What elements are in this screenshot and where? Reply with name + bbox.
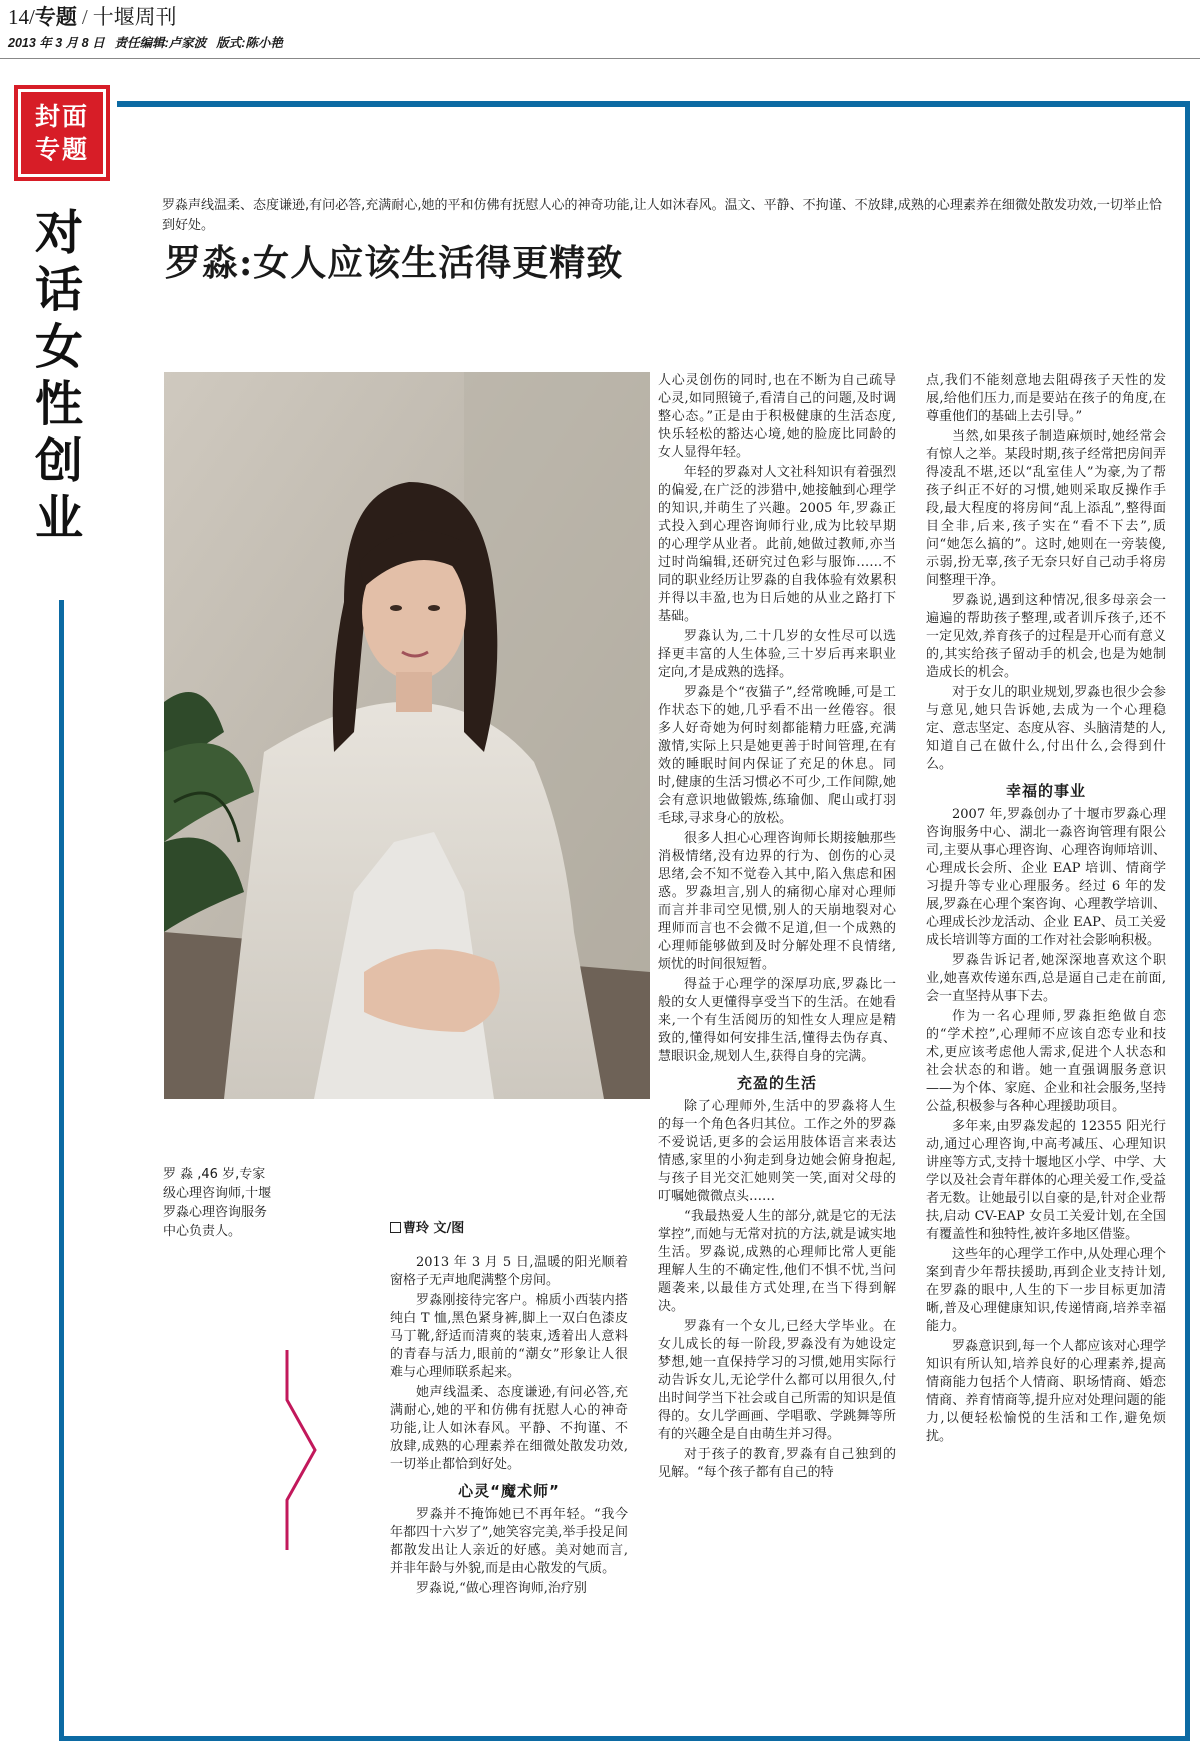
cover-topic-stamp — [14, 85, 110, 181]
article-paragraph: 罗淼说,“做心理咨询师,治疗别 — [416, 1581, 587, 1596]
article-paragraph: 罗淼说,遇到这种情况,很多母亲会一遍遍的帮助孩子整理,或者训斥孩子,还不一定见效,养育孩子的过程是开心而有意义的,其实给孩子留动手的机会,也是为她制造成长的机会。 — [926, 593, 1166, 680]
article-paragraph: 罗淼刚接待完客户。棉质小西装内搭纯白 T 恤,黑色紧身裤,脚上一双白色漆皮马丁靴,舒适而清爽的装束,透着出人意料的青春与活力,眼前的“潮女”形象让人很难与心理师联系起来。 — [390, 1293, 628, 1380]
article-paragraph: 当然,如果孩子制造麻烦时,她经常会有惊人之举。某段时期,孩子经常把房间弄得凌乱不堪,还以“乱室佳人”为豪,为了帮孩子纠正不好的习惯,她则采取反操作手段,最大程度的将房间“乱上添乱”,整得面目全非,后来,孩子实在“看不下去”,质问“她怎么搞的”。这时,她则在一旁装傻,示弱,扮无辜,孩子无奈只好自己动手将房间整理干净。 — [926, 429, 1166, 588]
article-paragraph: 对于孩子的教育,罗淼有自己独到的见解。“每个孩子都有自己的特 — [658, 1447, 896, 1480]
lead-paragraph: 罗淼声线温柔、态度谦逊,有问必答,充满耐心,她的平和仿佛有抚慰人心的神奇功能,让人如沐春风。温文、平静、不拘谨、不放肆,成熟的心理素养在细微处散发功效,一切举止恰到好处。 — [162, 198, 1162, 233]
vertical-title-char: 女 — [34, 319, 83, 375]
article-paragraph: 点,我们不能刻意地去阻碍孩子天性的发展,给他们压力,而是要站在孩子的角度,在尊重他们的基础上去引导。” — [926, 373, 1166, 424]
header-rule — [0, 58, 1200, 59]
article-paragraph: 罗淼是个“夜猫子”,经常晚睡,可是工作状态下的她,几乎看不出一丝倦容。很多人好奇她为何时刻都能精力旺盛,充满激情,实际上只是她更善于时间管理,在有效的睡眠时间内保证了充足的休息。同时,健康的生活习惯必不可少,工作间隙,她会有意识地做锻炼,练瑜伽、爬山或打羽毛球,寻求身心的放松。 — [658, 685, 896, 826]
article-paragraph: “我最热爱人生的部分,就是它的无法掌控”,而她与无常对抗的方法,就是诚实地生活。罗淼说,成熟的心理师比常人更能理解人生的不确定性,他们不惧不忧,当问题袭来,以最佳方式处理,在当下得到解决。 — [658, 1209, 896, 1314]
section-heading: 心灵“魔术师” — [458, 1482, 560, 1500]
portrait-photo — [164, 372, 650, 1099]
article-column-1 — [390, 1220, 628, 1600]
article-paragraph: 罗淼并不掩饰她已不再年轻。“我今年都四十六岁了”,她笑容完美,举手投足间都散发出让人亲近的好感。美对她而言,并非年龄与外貌,而是由心散发的气质。 — [390, 1507, 628, 1576]
vertical-title-char: 创 — [34, 433, 83, 489]
issue-date: 2013 年 3 月 8 日 — [8, 36, 105, 50]
vertical-title-char: 话 — [34, 262, 83, 318]
article-paragraph: 多年来,由罗淼发起的 12355 阳光行动,通过心理咨询,中高考减压、心理知识讲座等方式,支持十堰地区小学、中学、大学以及社会青年群体的心理关爱工作,受益者无数。让她最引以自豪的是,针对企业帮扶,启动 CV-EAP 女员工关爱计划,在全国有覆盖性和独特性,被许多地区借鉴。 — [926, 1119, 1166, 1242]
article-paragraph: 作为一名心理师,罗淼拒绝做自恋的“学术控”,心理师不应该自恋专业和技术,更应该考虑他人需求,促进个人状态和社会状态的和谐。她一直强调服务意识——为个体、家庭、企业和社会服务,坚持公益,积极参与各种心理援助项目。 — [926, 1009, 1166, 1114]
zigzag-decoration — [285, 1350, 321, 1550]
article-paragraph: 2013 年 3 月 5 日,温暖的阳光顺着窗格子无声地爬满整个房间。 — [390, 1255, 628, 1288]
article-paragraph: 人心灵创伤的同时,也在不断为自己疏导心灵,如同照镜子,看清自己的问题,及时调整心态。”正是由于积极健康的生活态度,快乐轻松的豁达心境,她的脸庞比同龄的女人显得年轻。 — [658, 373, 896, 460]
layout-credit: 版式:陈小艳 — [216, 36, 283, 50]
article-paragraph: 罗淼意识到,每一个人都应该对心理学知识有所认知,培养良好的心理素养,提高情商能力包括个人情商、职场情商、婚恋情商、养育情商等,提升应对处理问题的能力,以便轻松愉悦的生活和工作,避免烦扰。 — [926, 1339, 1166, 1444]
article-paragraph: 除了心理师外,生活中的罗淼将人生的每一个角色各归其位。工作之外的罗淼不爱说话,更多的会运用肢体语言来表达情感,家里的小狗走到身边她会俯身抱起,与孩子目光交汇她则笑一笑,面对父母的叮嘱她微微点头…… — [658, 1099, 896, 1204]
vertical-column-title — [28, 205, 90, 547]
frame-bottom-bar — [59, 1736, 1190, 1741]
stamp-line-1: 封面 — [34, 102, 89, 131]
article-paragraph: 罗淼告诉记者,她深深地喜欢这个职业,她喜欢传递东西,总是逼自己走在前面,会一直坚持从事下去。 — [926, 953, 1166, 1004]
publication-name: 十堰周刊 — [92, 5, 177, 29]
article-paragraph: 罗淼有一个女儿,已经大学毕业。在女儿成长的每一阶段,罗淼没有为她设定梦想,她一直保持学习的习惯,她用实际行动告诉女儿,无论学什么都可以用很久,付出时间学当下社会或自己所需的知识是值得的。女儿学画画、学唱歌、学跳舞等所有的兴趣全是自由萌生并习得。 — [658, 1319, 896, 1442]
stamp-line-2: 专题 — [34, 135, 89, 164]
edit-line — [8, 33, 293, 51]
article-column-2 — [658, 372, 896, 1484]
frame-left-bar — [59, 600, 64, 1741]
masthead-separator: / — [81, 5, 88, 29]
article-paragraph: 这些年的心理学工作中,从处理心理个案到青少年帮扶援助,再到企业支持计划,在罗淼的眼中,人生的下一步目标更加清晰,普及心理健康知识,传递情商,培养幸福能力。 — [926, 1247, 1166, 1334]
byline-text: 曹玲 文/图 — [403, 1221, 465, 1236]
article-paragraph: 得益于心理学的深厚功底,罗淼比一般的女人更懂得享受当下的生活。在她看来,一个有生活阅历的知性女人理应是精致的,懂得如何安排生活,懂得去伪存真、慧眼识金,规划人生,获得自身的完满。 — [658, 977, 896, 1064]
section-name: 专题 — [34, 5, 77, 29]
vertical-title-char: 业 — [34, 490, 83, 546]
page-number: 14/ — [8, 5, 35, 29]
frame-top-bar — [117, 101, 1190, 107]
article-paragraph: 很多人担心心理咨询师长期接触那些消极情绪,没有边界的行为、创伤的心灵思绪,会不知不觉卷入其中,陷入焦虑和困惑。罗淼坦言,别人的痛彻心扉对心理师而言并非司空见惯,别人的天崩地裂对心理师而言也不会微不足道,但一个成熟的心理师能够做到及时分解处理不良情绪,烦忧的时间很短暂。 — [658, 831, 896, 972]
article-column-3 — [926, 372, 1166, 1448]
section-heading: 幸福的事业 — [1005, 782, 1086, 800]
editor-credit: 责任编辑:卢家波 — [114, 36, 207, 50]
author-byline — [390, 1220, 628, 1238]
vertical-title-char: 性 — [34, 376, 83, 432]
frame-right-bar — [1185, 101, 1190, 1741]
masthead — [8, 4, 177, 30]
article-paragraph: 罗淼认为,二十几岁的女性尽可以选择更丰富的人生体验,三十岁后再来职业定向,才是成熟的选择。 — [658, 629, 896, 680]
section-heading: 充盈的生活 — [736, 1074, 817, 1092]
photo-caption: 罗 淼 ,46 岁,专家级心理咨询师,十堰罗淼心理咨询服务中心负责人。 — [163, 1167, 272, 1239]
article-paragraph: 2007 年,罗淼创办了十堰市罗淼心理咨询服务中心、湖北一淼咨询管理有限公司,主要从事心理咨询、心理咨询师培训、心理成长会所、企业 EAP 培训、情商学习提升等专业心理服务。经过 6 年的发展,罗淼在心理个案咨询、心理教学培训、心理成长沙龙活动、企业 EAP、员工关爱成长培训等方面的工作对社会影响积极。 — [926, 807, 1166, 948]
checkbox-icon — [390, 1222, 401, 1233]
article-paragraph: 她声线温柔、态度谦逊,有问必答,充满耐心,她的平和仿佛有抚慰人心的神奇功能,让人如沐春风。平静、不拘谨、不放肆,成熟的心理素养在细微处散发功效,一切举止都恰到好处。 — [390, 1385, 628, 1472]
headline: 罗淼:女人应该生活得更精致 — [165, 242, 624, 284]
vertical-title-char: 对 — [34, 205, 83, 261]
article-paragraph: 年轻的罗淼对人文社科知识有着强烈的偏爱,在广泛的涉猎中,她接触到心理学的知识,并萌生了兴趣。2005 年,罗淼正式投入到心理咨询师行业,成为比较早期的心理学从业者。此前,她做过教师,亦当过时尚编辑,还研究过色彩与服饰……不同的职业经历让罗淼的自我体验有效累积并得以丰盈,也为日后她的从业之路打下基础。 — [658, 465, 896, 624]
article-paragraph: 对于女儿的职业规划,罗淼也很少会参与意见,她只告诉她,去成为一个心理稳定、意志坚定、态度从容、头脑清楚的人,知道自己在做什么,付出什么,会得到什么。 — [926, 685, 1166, 772]
